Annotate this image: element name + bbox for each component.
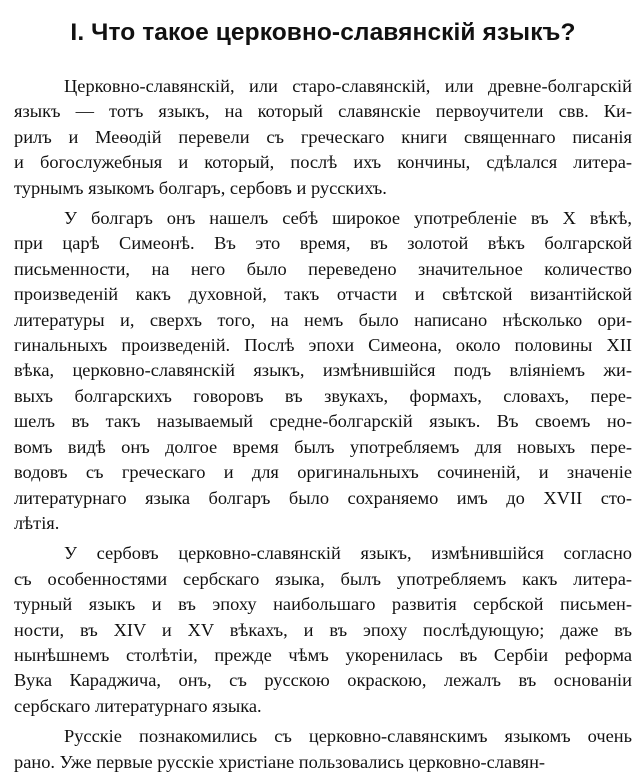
text-line: У болгаръ онъ нашелъ себѣ широкое употребленіе въ X вѣкѣ, — [64, 208, 632, 229]
text-line: Вука Караджича, онъ, съ русскою окраскою, лежалъ въ основаніи — [14, 670, 632, 691]
text-line: шелъ въ такъ называемый средне-болгарскій языкъ. Въ своемъ но- — [14, 411, 632, 432]
text-line: Русскіе познакомились съ церковно-славянскимъ языкомъ очень — [64, 726, 632, 747]
text-line: съ особенностями сербскаго языка, былъ употребляемъ какъ литера- — [14, 568, 632, 589]
paragraph — [14, 74, 632, 201]
text-line: вомъ видѣ онъ долгое время былъ употребляемъ для новыхъ пере- — [14, 436, 632, 457]
text-line: выхъ болгарскихъ говоровъ въ звукахъ, формахъ, словахъ, пере- — [14, 385, 632, 406]
text-line: сербскаго литературнаго языка. — [14, 695, 262, 716]
text-line: рилъ и Меѳодій перевели съ греческаго книги священнаго писанія — [14, 126, 632, 147]
text-line: водовъ съ греческаго и для оригинальныхъ сочиненій, и значеніе — [14, 462, 632, 483]
text-line: и богослужебныя и который, послѣ ихъ кончины, сдѣлался литера- — [14, 152, 632, 173]
text-line: при царѣ Симеонѣ. Въ это время, въ золотой вѣкъ болгарской — [14, 233, 632, 254]
text-line: турный языкъ и въ эпоху наибольшаго развитія сербской письмен- — [14, 594, 632, 615]
paragraph — [14, 206, 632, 536]
text-line: языкъ — тотъ языкъ, на который славянскіе первоучители свв. Ки- — [14, 101, 632, 122]
text-line: литературнаго языка болгаръ было сохраняемо имъ до XVII сто- — [14, 487, 632, 508]
text-line: У сербовъ церковно-славянскій языкъ, измѣнившійся согласно — [64, 543, 632, 564]
paragraph — [14, 724, 632, 775]
body-text — [14, 74, 632, 775]
paragraph — [14, 541, 632, 719]
text-line: произведеній какъ духовной, такъ отчасти и свѣтской византійской — [14, 284, 632, 305]
heading-spacer — [14, 56, 632, 74]
text-line: письменности, на него было переведено значительное количество — [14, 258, 632, 279]
text-line: литературы и, сверхъ того, на немъ было написано нѣсколько ори- — [14, 309, 632, 330]
text-line: гинальныхъ произведеній. Послѣ эпохи Симеона, около половины XII — [14, 335, 632, 356]
text-line: лѣтія. — [14, 512, 60, 533]
text-line: турнымъ языкомъ болгаръ, сербовъ и русскихъ. — [14, 177, 387, 198]
text-line: ности, въ XIV и XV вѣкахъ, и въ эпоху послѣдующую; даже въ — [14, 619, 632, 640]
text-line: Церковно-славянскій, или старо-славянскій, или древне-болгарскій — [64, 76, 632, 96]
text-line: вѣка, церковно-славянскій языкъ, измѣнившійся подъ вліяніемъ жи- — [14, 360, 632, 381]
text-line: нынѣшнемъ столѣтіи, прежде чѣмъ укоренилась въ Сербіи реформа — [14, 644, 632, 665]
chapter-heading: I. Что такое церковно-славянскій языкъ? — [70, 19, 576, 46]
text-line: рано. Уже первые русскіе христіане пользовались церковно-славян- — [14, 751, 546, 772]
